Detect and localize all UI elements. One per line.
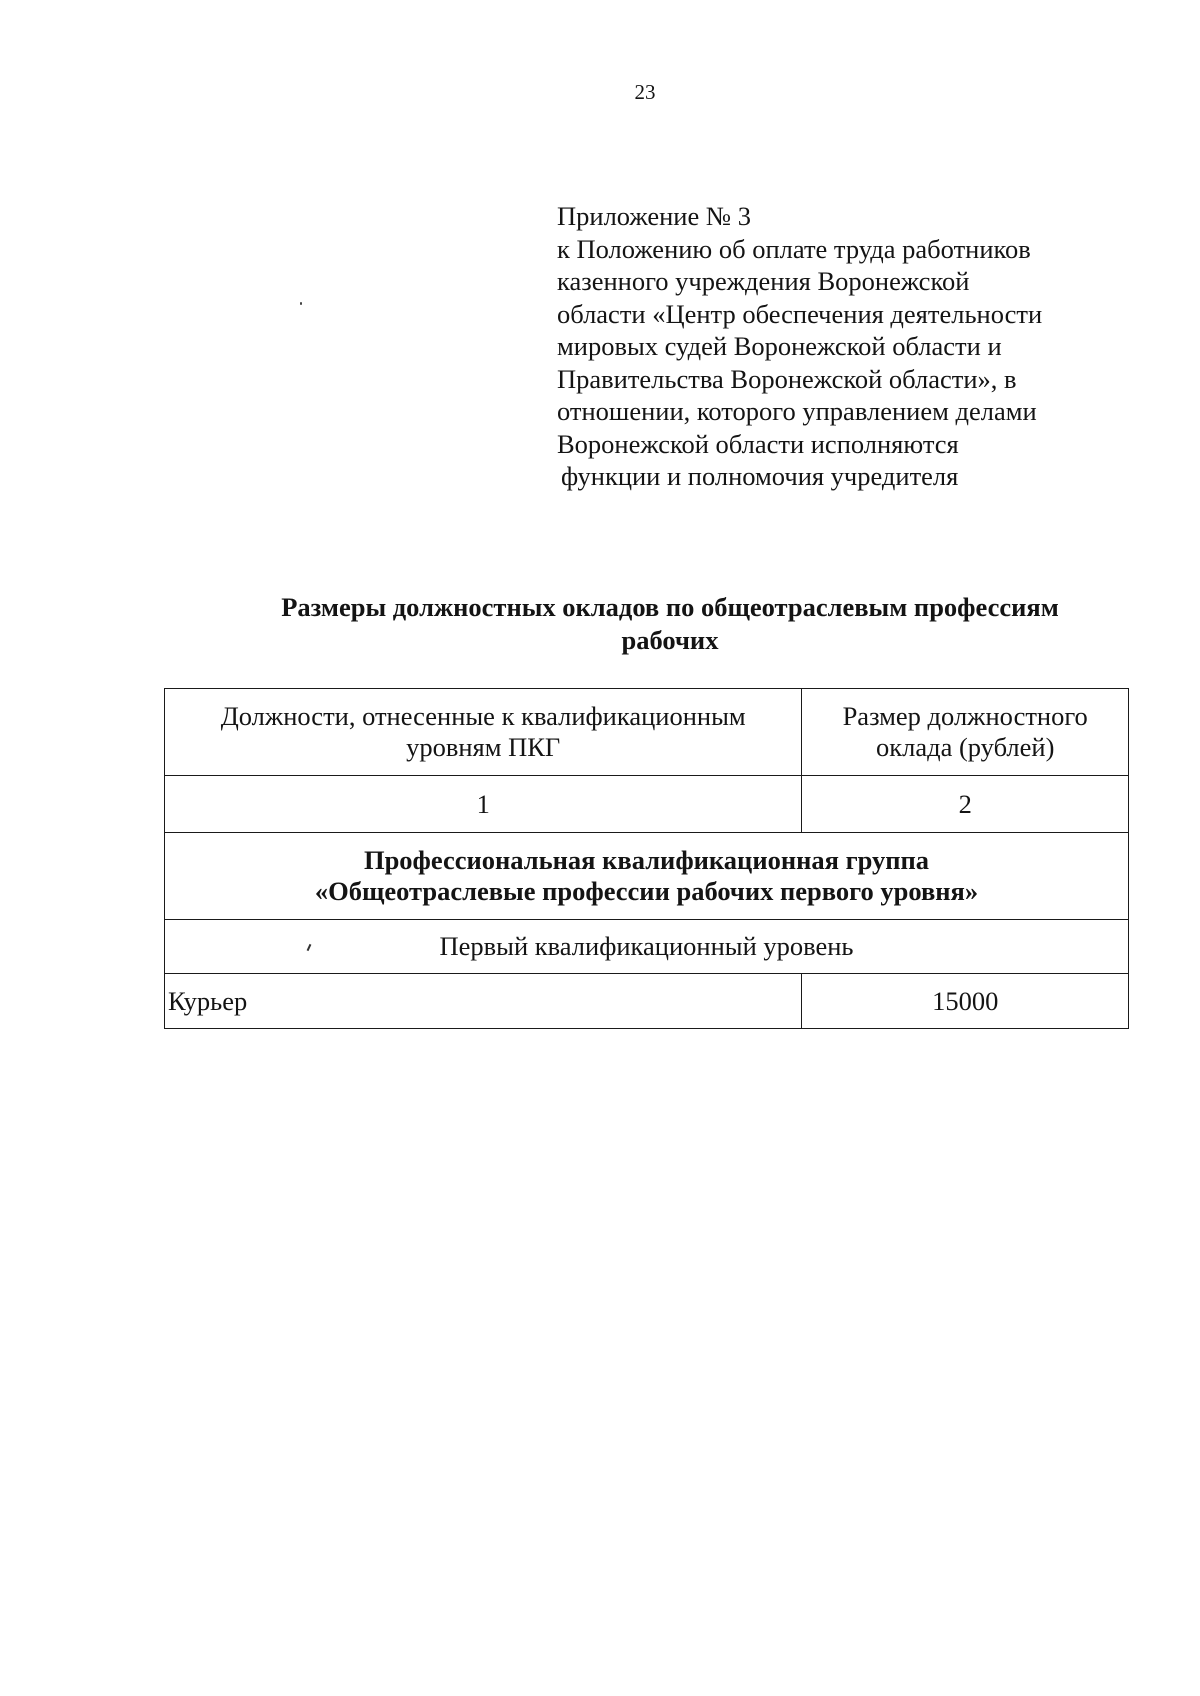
salary-value-cell: 15000	[802, 974, 1129, 1029]
header-positions-line-1: Должности, отнесенные к квалификационным	[220, 701, 746, 731]
header-positions-cell	[165, 689, 802, 776]
group-row	[165, 833, 1129, 920]
group-title-line-2: «Общеотраслевые профессии рабочих первого уровня»	[314, 876, 979, 906]
document-title	[240, 591, 1100, 656]
column-number-row	[165, 776, 1129, 833]
group-title-line-1: Профессиональная квалификационная группа	[363, 845, 930, 875]
page-number: 23	[634, 80, 656, 104]
header-salary-line-2: оклада (рублей)	[875, 732, 1055, 762]
table-row	[165, 974, 1129, 1029]
appendix-line-1: Приложение № 3	[557, 201, 752, 231]
appendix-line-5: мировых судей Воронежской области и	[557, 331, 1002, 361]
position-name-cell: Курьер	[165, 974, 802, 1029]
appendix-line-9: функции и полномочия учредителя	[561, 461, 959, 491]
level-label: Первый квалификационный уровень	[439, 931, 854, 961]
level-row	[165, 920, 1129, 974]
header-salary-line-1: Размер должностного	[842, 701, 1088, 731]
level-cell	[165, 920, 1129, 974]
group-title-cell	[165, 833, 1129, 920]
header-positions-line-2: уровням ПКГ	[406, 732, 561, 762]
column-number-1: 1	[165, 776, 802, 833]
document-title-line-1: Размеры должностных окладов по общеотраслевым профессиям	[281, 592, 1059, 622]
document-title-line-2: рабочих	[621, 624, 719, 655]
scan-artifact-dot	[300, 302, 302, 305]
appendix-line-3: казенного учреждения Воронежской	[557, 266, 970, 296]
appendix-reference	[557, 200, 1117, 493]
appendix-line-6: Правительства Воронежской области», в	[557, 363, 1017, 394]
appendix-line-4: области «Центр обеспечения деятельности	[557, 298, 1043, 329]
table-header-row	[165, 689, 1129, 776]
appendix-line-7: отношении, которого управлением делами	[557, 396, 1037, 426]
appendix-line-2: к Положению об оплате труда работников	[557, 233, 1031, 264]
column-number-2: 2	[802, 776, 1129, 833]
appendix-line-8: Воронежской области исполняются	[557, 428, 959, 459]
salary-table	[164, 688, 1129, 1029]
scan-artifact-tick	[307, 944, 312, 951]
header-salary-cell	[802, 689, 1129, 776]
